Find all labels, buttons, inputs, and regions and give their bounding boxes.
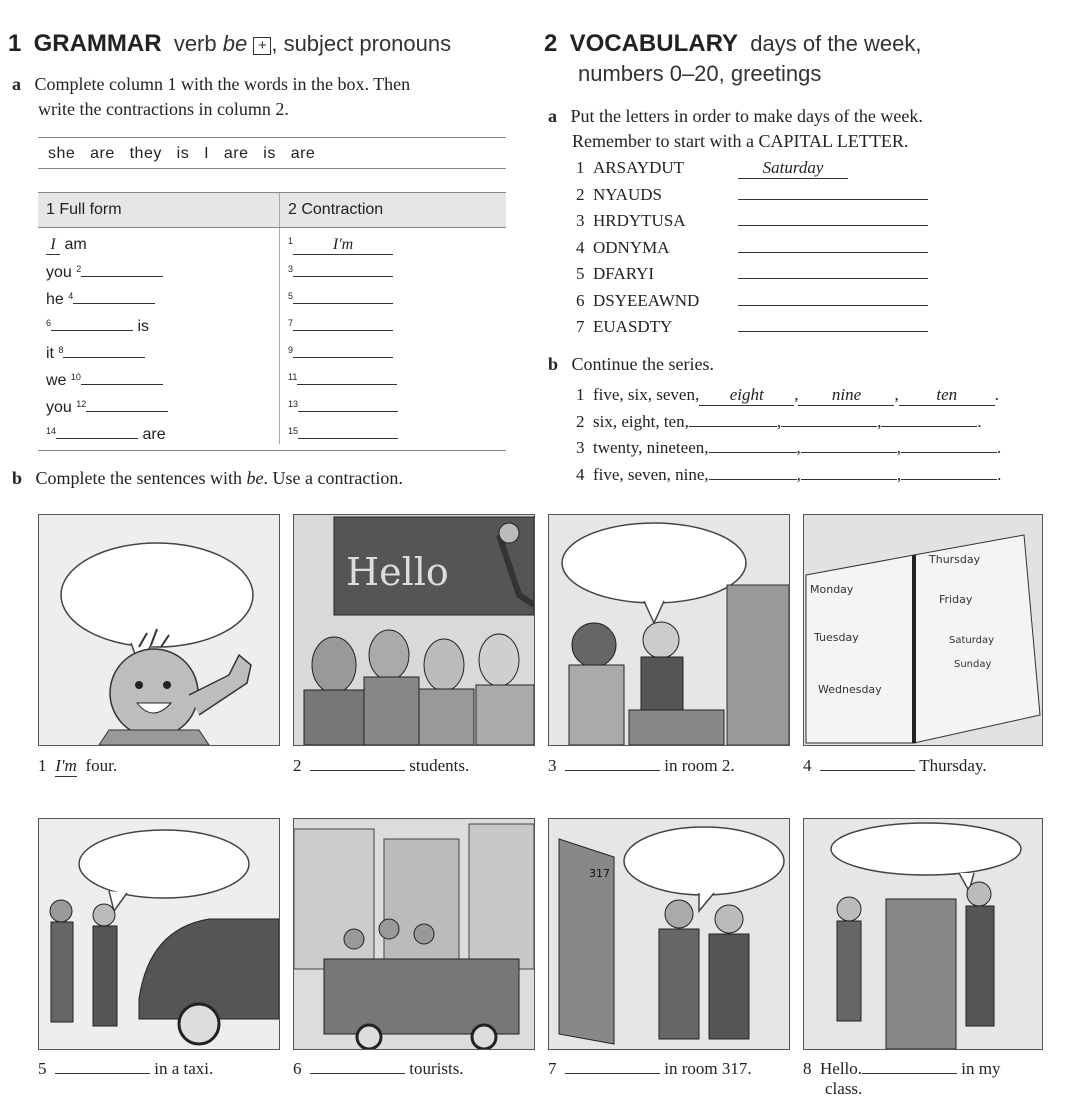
picture-caption [803, 1059, 1000, 1099]
illustration-classroom [294, 515, 534, 745]
picture-panel-8 [803, 818, 1043, 1050]
contraction-blank[interactable] [298, 411, 398, 412]
contraction-table [38, 192, 506, 444]
series-blank-1[interactable] [709, 479, 797, 480]
item-number: 6 [46, 318, 52, 328]
answer-blank[interactable] [81, 384, 163, 385]
grammar-a-line1: Complete column 1 with the words in the box. Then [34, 74, 411, 94]
full-form-pronoun: you [46, 264, 77, 281]
series-blank-2[interactable] [801, 479, 897, 480]
diary-tuesday: Tuesday [814, 631, 859, 644]
vocab-a-line1: Put the letters in order to make days of the week. [570, 106, 923, 126]
day-number: 2 [576, 184, 585, 204]
series-blank-1[interactable]: eight [699, 385, 794, 406]
scrambled-word: DFARYI [593, 264, 655, 283]
scrambled-word: DSYEEAWND [593, 290, 700, 310]
full-form-verb: is [133, 318, 150, 335]
full-form-cell [38, 363, 280, 390]
vocab-letter-a: a [548, 106, 557, 126]
day-answer-blank[interactable] [738, 305, 928, 306]
caption-number: 3 [548, 756, 557, 775]
item-number: 11 [288, 372, 298, 382]
series-item: 2 six, eight, ten, , , . [576, 411, 982, 431]
contraction-blank[interactable] [298, 438, 398, 439]
item-number: 2 [76, 264, 82, 274]
caption-number: 1 [38, 756, 47, 775]
answer-blank[interactable] [73, 303, 155, 304]
illustration-greeting [804, 819, 1042, 1049]
col2-header: 2 Contraction [280, 193, 507, 228]
contraction-cell [280, 336, 507, 363]
item-number: 12 [76, 399, 87, 409]
contraction-blank[interactable] [293, 303, 393, 304]
scrambled-word: ARSAYDUT [593, 158, 685, 177]
plus-box-icon: + [253, 37, 271, 55]
picture-caption [548, 1059, 752, 1079]
table-row [38, 309, 506, 336]
full-form-cell [38, 228, 280, 256]
contraction-cell [280, 390, 507, 417]
day-answer-blank[interactable] [738, 331, 928, 332]
grammar-heading [8, 30, 451, 58]
caption-answer-blank[interactable] [565, 1073, 660, 1074]
grammar-b-post: . Use a contraction. [263, 468, 403, 488]
item-number: 14 [46, 426, 57, 436]
diary-friday: Friday [939, 593, 973, 606]
vocab-a-line2: Remember to start with a CAPITAL LETTER. [572, 131, 909, 151]
grammar-title: GRAMMAR [33, 30, 162, 57]
grammar-b-be: be [246, 468, 264, 488]
table-bottom-rule [38, 450, 506, 451]
table-row [38, 228, 506, 256]
exercise-letter-b: b [12, 468, 23, 488]
full-form-cell [38, 390, 280, 417]
full-form-pronoun: you [46, 399, 77, 416]
vocab-b-instruction [548, 352, 714, 377]
vocab-subtitle-line2: numbers 0–20, greetings [578, 61, 822, 86]
contraction-cell [280, 309, 507, 336]
day-item [576, 158, 848, 179]
word-box: she are they is I are is are [38, 137, 506, 169]
vocab-subtitle-line1: days of the week, [750, 31, 922, 56]
item-number: 7 [288, 318, 294, 328]
caption-greeting: Hello. [820, 1059, 863, 1078]
full-form-verb: are [138, 426, 166, 443]
item-number: 3 [288, 264, 294, 274]
table-row [38, 255, 506, 282]
item-number: 8 [58, 345, 64, 355]
day-number: 7 [576, 317, 585, 336]
illustration-diary [804, 515, 1042, 745]
grammar-a-line2: write the contractions in column 2. [38, 99, 289, 119]
caption-number: 5 [38, 1059, 47, 1078]
illustration-tour-bus [294, 819, 534, 1049]
item-number: 15 [288, 426, 299, 436]
day-item [576, 211, 928, 231]
day-answer-blank[interactable] [738, 278, 928, 279]
day-item [576, 317, 928, 337]
answer-blank[interactable] [56, 438, 138, 439]
scrambled-word: HRDYTUSA [593, 211, 686, 230]
picture-caption [38, 1059, 213, 1079]
picture-panel-2 [293, 514, 535, 746]
picture-caption [548, 756, 735, 776]
full-form-pronoun: he [46, 291, 69, 308]
full-form-pronoun: it [46, 345, 59, 362]
grammar-number: 1 [8, 30, 22, 57]
picture-panel-4 [803, 514, 1043, 746]
item-number: 9 [288, 345, 294, 355]
caption-number: 6 [293, 1059, 302, 1078]
contraction-blank[interactable]: I'm [293, 236, 393, 255]
vocab-b-text: Continue the series. [571, 354, 714, 374]
caption-answer-blank[interactable] [55, 1073, 150, 1074]
illustration-teacher-at-desk [549, 515, 789, 745]
picture-panel-5 [38, 818, 280, 1050]
series-blank-2[interactable] [781, 426, 877, 427]
table-row [38, 282, 506, 309]
col1-header: 1 Full form [38, 193, 280, 228]
caption-text: Thursday. [919, 756, 987, 775]
full-form-cell [38, 255, 280, 282]
series-blank-2[interactable]: nine [798, 385, 894, 406]
day-item [576, 291, 928, 311]
caption-number: 2 [293, 756, 302, 775]
day-number: 1 [576, 158, 585, 177]
illustration-taxi [39, 819, 279, 1049]
caption-number: 8 [803, 1059, 812, 1078]
grammar-b-pre: Complete the sentences with [35, 468, 247, 488]
vocab-title: VOCABULARY [569, 30, 739, 57]
day-answer-blank[interactable] [738, 225, 928, 226]
series-number: 3 [576, 438, 585, 457]
table-row [38, 390, 506, 417]
day-answer-blank[interactable] [738, 252, 928, 253]
table-row [38, 363, 506, 390]
series-start: six, eight, ten, [593, 411, 689, 431]
full-form-cell [38, 336, 280, 363]
series-blank-1[interactable] [709, 452, 797, 453]
day-answer-blank[interactable]: Saturday [738, 158, 848, 179]
diary-sunday: Sunday [954, 659, 992, 670]
diary-thursday: Thursday [929, 553, 981, 566]
diary-monday: Monday [810, 583, 854, 596]
contraction-blank[interactable] [293, 330, 393, 331]
contraction-cell [280, 417, 507, 444]
series-item: 3 twenty, nineteen, , , . [576, 438, 1002, 457]
caption-text: in my [961, 1059, 1001, 1078]
caption-answer-blank[interactable] [310, 1073, 405, 1074]
series-blank-3[interactable] [901, 479, 997, 480]
picture-caption [293, 1059, 464, 1079]
series-blank-3[interactable] [881, 426, 977, 427]
item-number: 4 [68, 291, 74, 301]
picture-caption [293, 756, 469, 776]
grammar-subtitle-be: be [222, 31, 248, 56]
full-form-pronoun: we [46, 372, 71, 389]
answer-blank[interactable] [63, 357, 145, 358]
diary-wednesday: Wednesday [818, 683, 882, 696]
day-number: 3 [576, 211, 585, 230]
full-form-cell [38, 282, 280, 309]
series-blank-1[interactable] [689, 426, 777, 427]
caption-number: 4 [803, 756, 812, 775]
caption-text-line2: class. [825, 1079, 863, 1098]
answer-blank[interactable] [86, 411, 168, 412]
day-number: 6 [576, 290, 585, 310]
answer-blank[interactable] [51, 330, 133, 331]
illustration-door-317 [549, 819, 789, 1049]
table-row [38, 417, 506, 444]
day-answer-blank[interactable] [738, 199, 928, 200]
caption-text: in room 2. [664, 756, 735, 775]
diary-saturday: Saturday [949, 635, 995, 646]
caption-answer-blank[interactable]: I'm [55, 756, 77, 775]
vocab-number: 2 [544, 30, 558, 57]
grammar-b-instruction [12, 466, 403, 491]
caption-text: four. [81, 756, 118, 775]
picture-caption [38, 756, 117, 777]
series-start: five, seven, nine, [593, 464, 709, 484]
series-item: 1 five, six, seven, eight , nine , ten . [576, 385, 999, 404]
grammar-a-instruction [12, 72, 410, 122]
caption-answer-blank[interactable] [310, 770, 405, 771]
caption-answer-blank[interactable] [820, 770, 915, 771]
series-blank-3[interactable] [901, 452, 997, 453]
vocab-letter-b: b [548, 354, 559, 374]
full-form-cell [38, 309, 280, 336]
illustration-girl-waving [39, 515, 279, 745]
answer-blank[interactable] [81, 276, 163, 277]
picture-panel-7 [548, 818, 790, 1050]
caption-text: in a taxi. [154, 1059, 214, 1078]
contraction-cell [280, 363, 507, 390]
scrambled-word: EUASDTY [593, 317, 673, 336]
item-number: 5 [288, 291, 294, 301]
picture-caption [803, 756, 987, 776]
caption-text: tourists. [409, 1059, 464, 1078]
vocab-heading [544, 30, 922, 58]
series-blank-2[interactable] [801, 452, 897, 453]
day-item [576, 238, 928, 258]
picture-panel-6 [293, 818, 535, 1050]
item-number: 1 [288, 236, 294, 246]
day-number: 4 [576, 237, 585, 257]
blackboard-text: Hello [346, 550, 449, 594]
exercise-letter-a: a [12, 74, 21, 94]
table-row [38, 336, 506, 363]
grammar-subtitle-prefix: verb [173, 31, 217, 56]
caption-number: 7 [548, 1059, 557, 1078]
contraction-cell [280, 255, 507, 282]
contraction-blank[interactable] [297, 384, 397, 385]
caption-text: in room 317. [664, 1059, 752, 1078]
answer-blank[interactable]: I [46, 236, 60, 255]
door-number: 317 [589, 867, 610, 880]
series-number: 2 [576, 411, 585, 431]
grammar-subtitle-rest: , subject pronouns [271, 31, 452, 56]
picture-panel-3 [548, 514, 790, 746]
series-item: 4 five, seven, nine, , , . [576, 464, 1002, 484]
full-form-cell [38, 417, 280, 444]
day-number: 5 [576, 264, 585, 283]
contraction-blank[interactable] [293, 276, 393, 277]
series-blank-3[interactable]: ten [899, 385, 995, 406]
series-number: 4 [576, 464, 585, 484]
contraction-cell [280, 228, 507, 256]
caption-answer-blank[interactable] [565, 770, 660, 771]
caption-answer-blank[interactable] [862, 1073, 957, 1074]
series-start: five, six, seven, [593, 385, 700, 404]
series-number: 1 [576, 385, 585, 404]
scrambled-word: ODNYMA [593, 237, 670, 257]
item-number: 10 [70, 372, 81, 382]
full-form-verb: am [60, 236, 87, 253]
item-number: 13 [288, 399, 299, 409]
caption-text: students. [409, 756, 470, 775]
series-start: twenty, nineteen, [593, 438, 709, 457]
day-item [576, 185, 928, 205]
vocab-a-instruction [548, 104, 923, 154]
day-item [576, 264, 928, 284]
contraction-cell [280, 282, 507, 309]
scrambled-word: NYAUDS [593, 184, 662, 204]
contraction-blank[interactable] [293, 357, 393, 358]
picture-panel-1 [38, 514, 280, 746]
